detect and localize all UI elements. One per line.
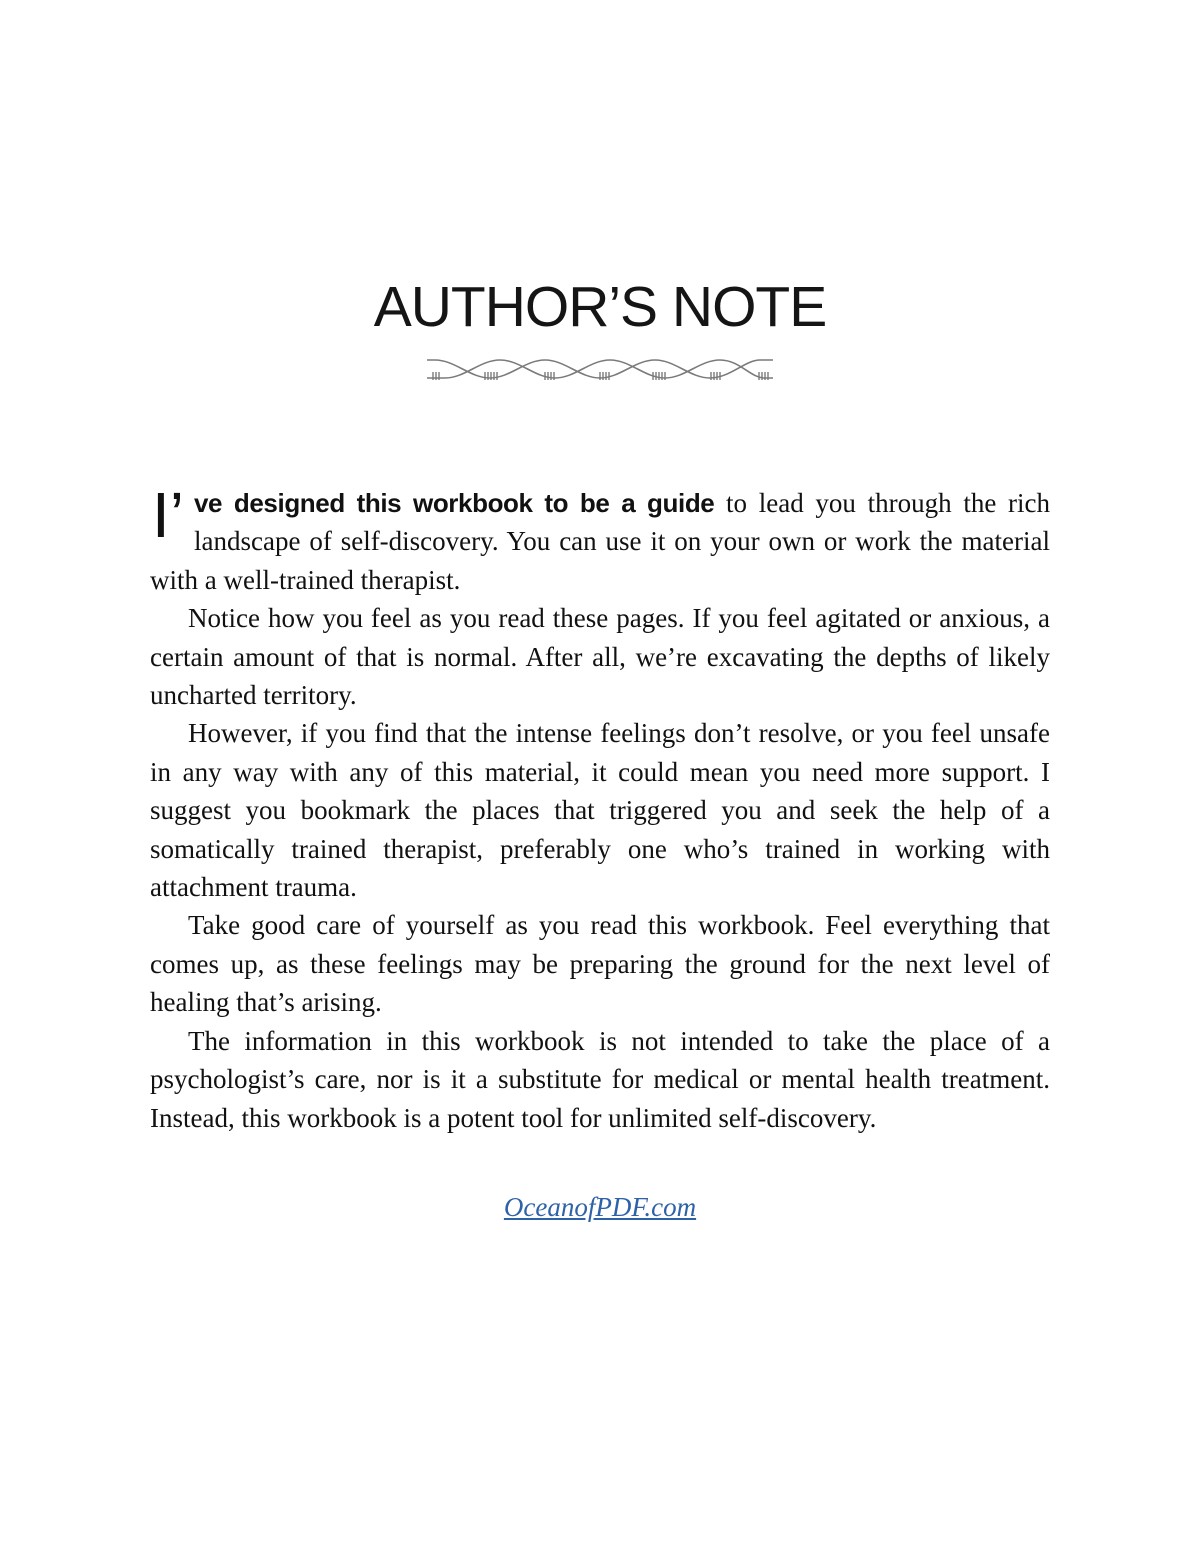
drop-cap: I’ xyxy=(152,479,184,551)
paragraph-notice: Notice how you feel as you read these pages. If you feel agitated or anxious, a certain amount of that is normal. After all, we’re excavating the depths of likely uncharted territory. xyxy=(150,603,1050,711)
paragraph-disclaimer: The information in this workbook is not intended to take the place of a psychologist’s care, nor is it a substitute for medical or mental health treatment. Instead, this workbook is a potent tool for unlimited self-discovery. xyxy=(150,1025,1050,1133)
lead-in-phrase: ve designed this workbook to be a guide xyxy=(194,488,715,518)
dna-helix-divider-icon xyxy=(425,352,775,386)
paragraph-take-care: Take good care of yourself as you read this workbook. Feel everything that comes up, as these feelings may be preparing the ground for the next level of healing that’s arising. xyxy=(150,910,1050,1018)
paragraph-however: However, if you find that the intense feelings don’t resolve, or you feel unsafe in any way with any of this material, it could mean you need more support. I suggest you bookmark the places that triggered you and seek the help of a somatically trained therapist, preferably one who’s trained in working with attachment trauma. xyxy=(150,718,1050,903)
page-title: AUTHOR’S NOTE xyxy=(373,275,827,339)
paragraph-intro-text: to lead you through the rich landscape of self-discovery. You can use it on your own or work the material with a well-trained therapist. xyxy=(150,488,1050,595)
body-text xyxy=(150,479,1050,1137)
oceanofpdf-link[interactable]: OceanofPDF.com xyxy=(503,1192,697,1222)
paragraph-intro xyxy=(150,479,1050,599)
